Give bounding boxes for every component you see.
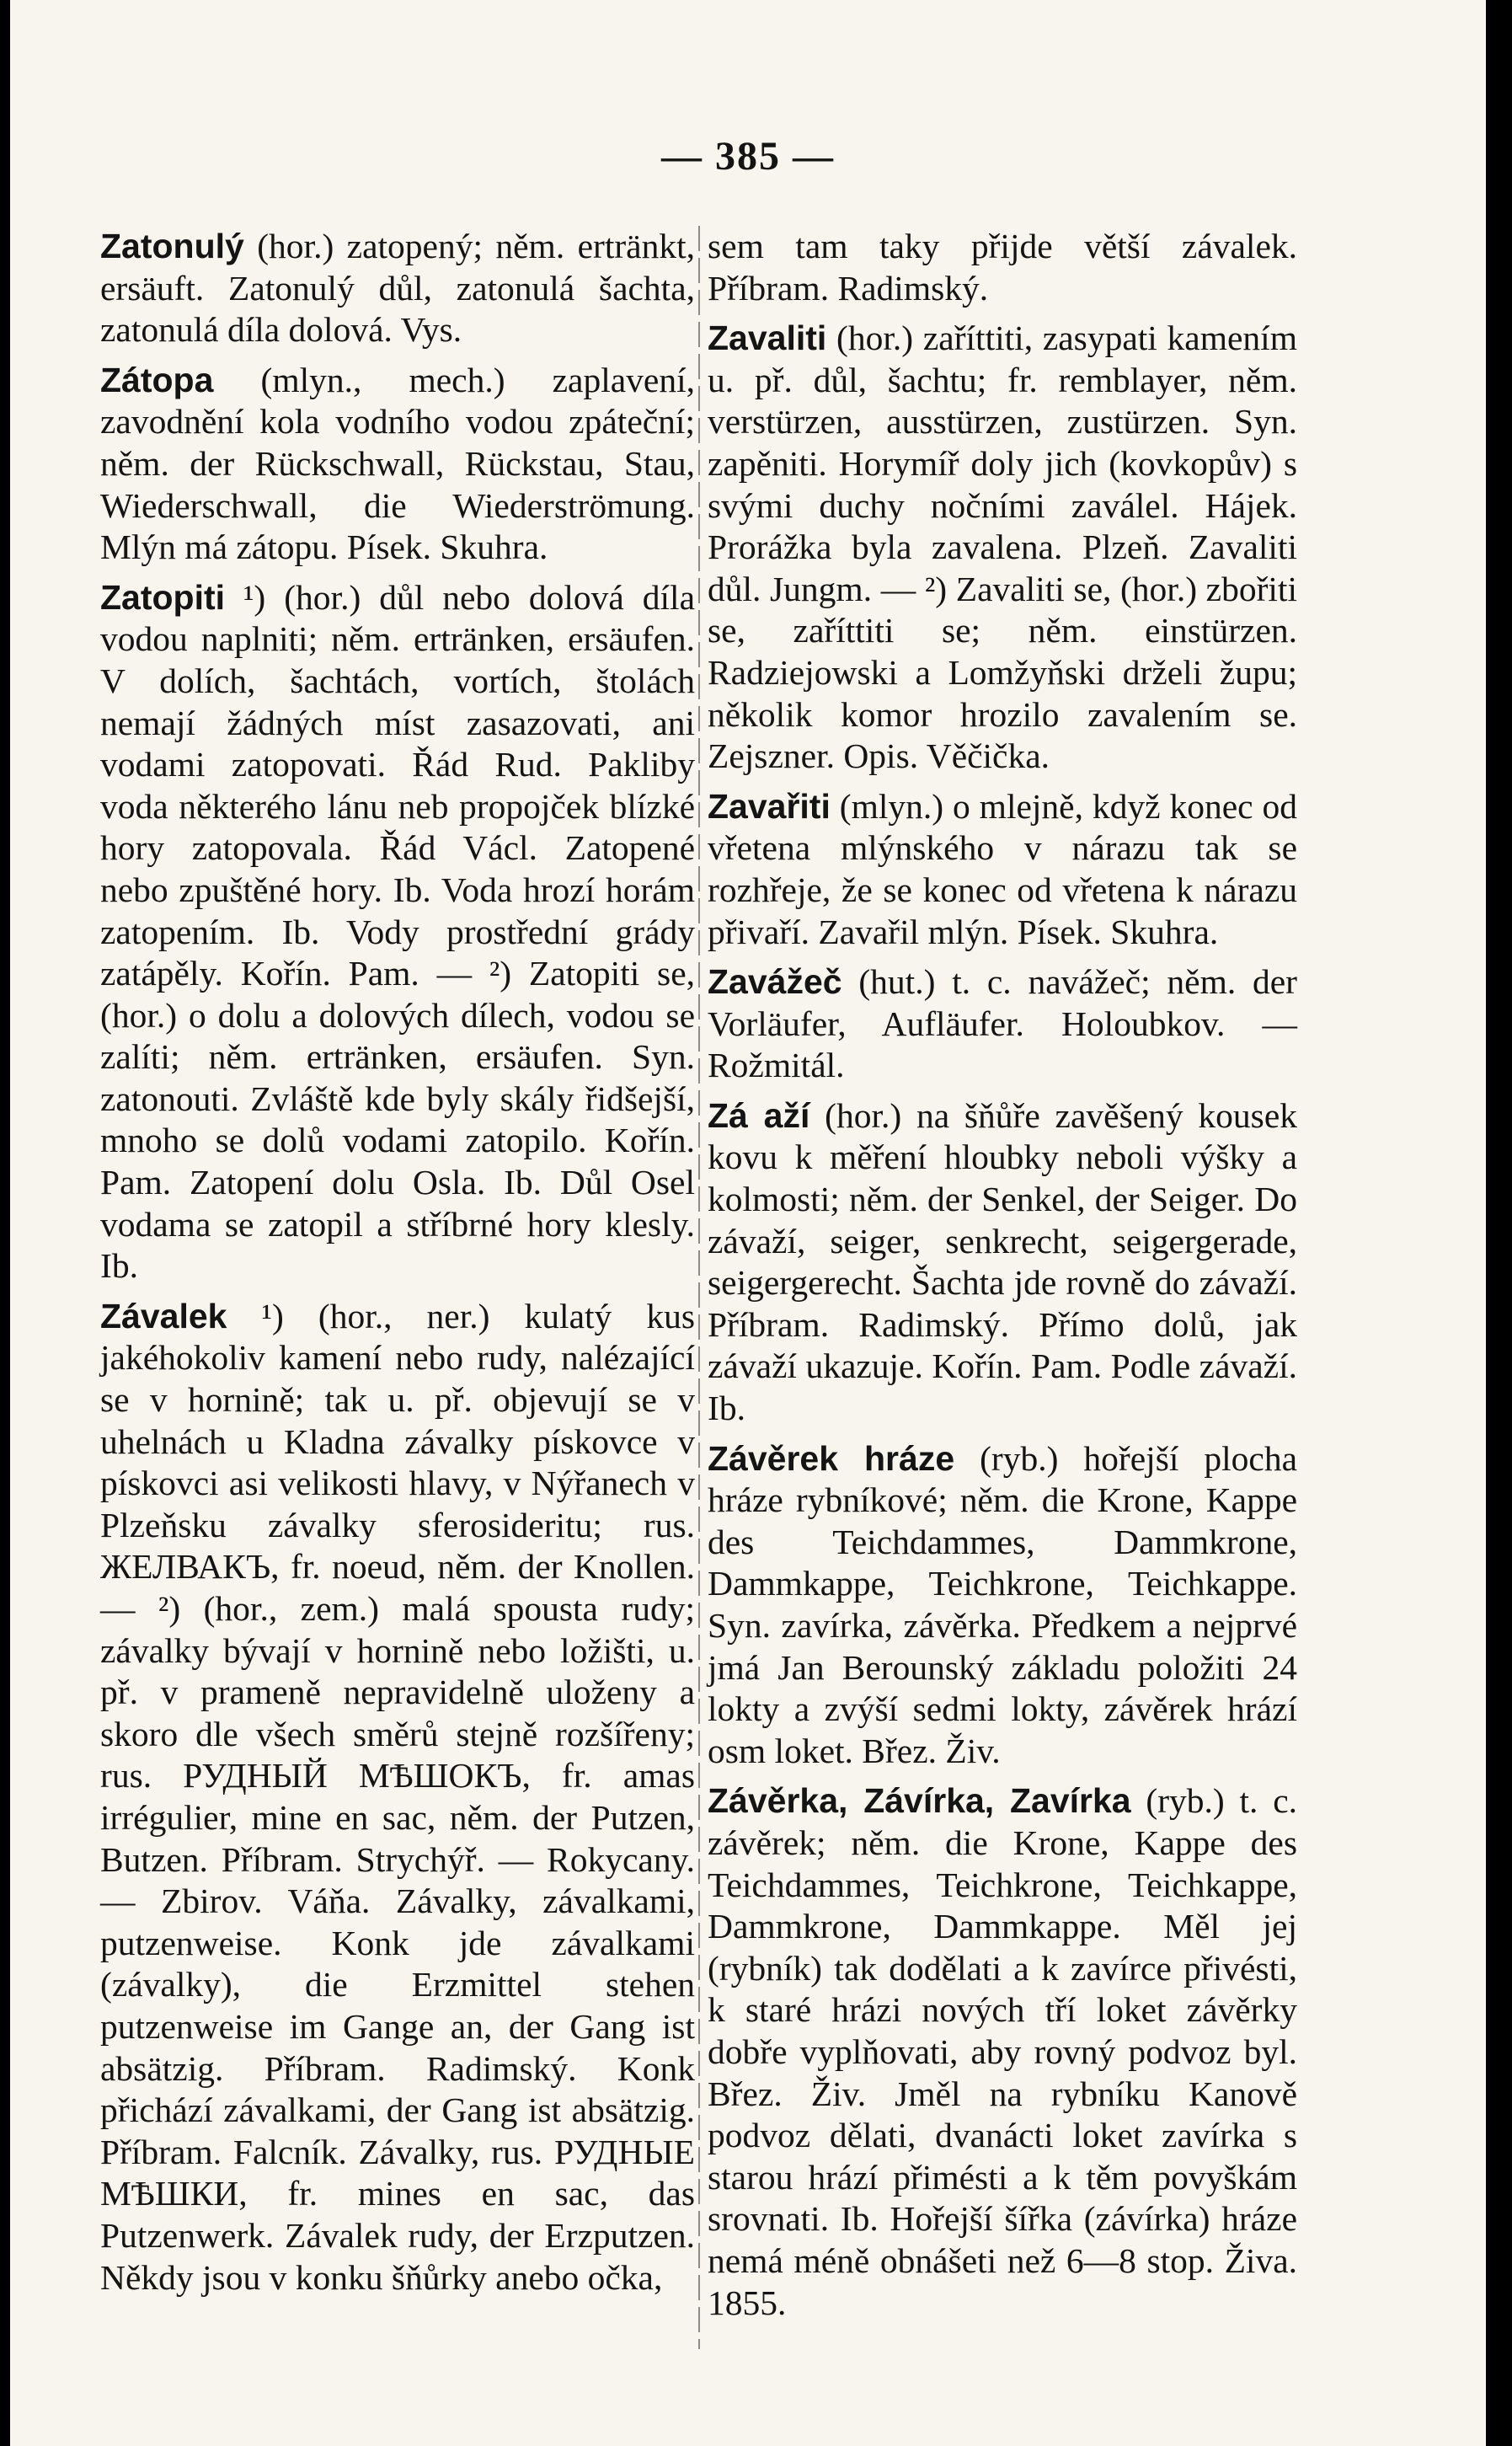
entry-headword: Závěrka, Závírka, Zavírka bbox=[708, 1781, 1131, 1821]
entry-text: (mlyn., mech.) zaplavení, zavodnění kola vodního vodou zpáteční; něm. der Rückschwall, Rückstau, Stau, Wiederschwall, die Wiederströmung. Mlýn má zátopu. Písek. Skuhra. bbox=[100, 360, 695, 567]
entry-headword: Zátopa bbox=[100, 360, 214, 399]
entry-text: (hut.) t. c. navážeč; něm. der Vorläufer, Aufläufer. Holoubkov. — Rožmitál. bbox=[708, 962, 1297, 1085]
entry-headword: Zavaliti bbox=[708, 318, 827, 358]
entry-text: ¹) (hor.) důl nebo dolová díla vodou naplniti; něm. ertränken, ersäufen. V dolích, šachtách, vortích, štolách nemají žádných míst zasazovati, ani vodami zatopovati. Řád Rud. Pakliby voda některého lánu neb propojček blízké hory zatopovala. Řád Václ. Zatopené nebo zpuštěné hory. Ib. Voda hrozí horám zatopením. Ib. Vody prostřední grády zatápěly. Kořín. Pam. — ²) Zatopiti se, (hor.) o dolu a dolových dílech, vodou se zalíti; něm. ertränken, ersäufen. Syn. zatonouti. Zvláště kde byly skály řidšejší, mnoho se dolů vodami zatopilo. Kořín. Pam. Zatopení dolu Osla. Ib. Důl Osel vodama se zatopil a stříbrné hory klesly. Ib. bbox=[100, 577, 695, 1286]
entry-text: (hor.) zatopený; něm. ertränkt, ersäuft. Zatonulý důl, zatonulá šachta, zatonulá díla dolová. Vys. bbox=[100, 227, 695, 350]
entry-text: ¹) (hor., ner.) kulatý kus jakéhokoliv kamení nebo rudy, nalézající se v hornině; tak u. př. objevují se v uhelnách u Kladna závalky pískovce v pískovci asi velikosti hlavy, v Nýřanech v Plzeňsku závalky sferosideritu; rus. ЖЕЛВАКЪ, fr. noeud, něm. der Knollen. — ²) (hor., zem.) malá spousta rudy; závalky bývají v hornině nebo ložišti, u. př. v prameně nepravidelně uloženy a skoro dle všech směrů stejně rozšířeny; rus. РУДНЫЙ МѢШОКЪ, fr. amas irrégulier, mine en sac, něm. der Putzen, Butzen. Příbram. Strychýř. — Rokycany. — Zbirov. Váňa. Závalky, závalkami, putzenweise. Konk jde závalkami (závalky), die Erzmittel stehen putzenweise im Gange an, der Gang ist absätzig. Příbram. Radimský. Konk přichází závalkami, der Gang ist absätzig. Příbram. Falcník. Závalky, rus. РУДНЫЕ МѢШКИ, fr. mines en sac, das Putzenwerk. Závalek rudy, der Erzputzen. Někdy jsou v konku šňůrky anebo očka, bbox=[100, 1296, 695, 2297]
entry-headword: Závěrek hráze bbox=[708, 1438, 955, 1478]
dictionary-entry bbox=[708, 318, 1297, 778]
dictionary-entry bbox=[708, 1780, 1297, 2324]
dictionary-entry bbox=[100, 226, 695, 351]
dictionary-entry bbox=[100, 360, 695, 569]
dictionary-entry-continued bbox=[708, 226, 1297, 309]
dictionary-entry bbox=[708, 1438, 1297, 1773]
entry-headword: Závalek bbox=[100, 1296, 227, 1335]
column-divider bbox=[698, 226, 700, 2349]
dictionary-page bbox=[10, 0, 1486, 2446]
entry-headword: Zá aží bbox=[708, 1095, 810, 1135]
scan-border bbox=[1486, 0, 1512, 2446]
entry-text: (hor.) na šňůře zavěšený kousek kovu k měření hloubky neboli výšky a kolmosti; něm. der Senkel, der Seiger. Do závaží, seiger, senkrecht, seigergerade, seigergerecht. Šachta jde rovně do závaží. Příbram. Radimský. Přímo dolů, jak závaží ukazuje. Kořín. Pam. Podle závaží. Ib. bbox=[708, 1095, 1297, 1428]
page-number: — 385 — bbox=[661, 134, 835, 179]
entry-text: (ryb.) hořejší plocha hráze rybníkové; něm. die Krone, Kappe des Teichdammes, Dammkrone, Dammkappe, Teichkrone, Teichkappe. Syn. zavírka, závěrka. Předkem a nejprvé jmá Jan Berounský základu položiti 24 lokty a zvýší sedmi lokty, závěrek hrází osm loket. Břez. Živ. bbox=[708, 1438, 1297, 1770]
entry-text: (mlyn.) o mlejně, když konec od vřetena mlýnského v nárazu tak se rozhřeje, že se konec od vřetena k nárazu přivaří. Zavařil mlýn. Písek. Skuhra. bbox=[708, 786, 1297, 951]
entry-headword: Zavážeč bbox=[708, 962, 842, 1002]
dictionary-entry bbox=[708, 1095, 1297, 1430]
dictionary-entry bbox=[708, 786, 1297, 953]
dictionary-entry bbox=[100, 1296, 695, 2299]
dictionary-entry bbox=[100, 577, 695, 1287]
dictionary-entry bbox=[708, 961, 1297, 1087]
entry-headword: Zatopiti bbox=[100, 577, 226, 617]
right-column bbox=[708, 226, 1297, 2332]
entry-headword: Zatonulý bbox=[100, 227, 244, 265]
entry-text: sem tam taky přijde větší závalek. Příbram. Radimský. bbox=[708, 227, 1297, 308]
entry-text: (ryb.) t. c. závěrek; něm. die Krone, Kappe des Teichdammes, Teichkrone, Teichkappe, Dammkrone, Dammkappe. Měl jej (rybník) tak dodělati a k zavírce přivésti, k staré hrázi nových tří loket závěrky dobře vyplňovati, aby rovný podvoz byl. Břez. Živ. Jměl na rybníku Kanově podvoz dělati, dvanácti loket zavírka s starou hrází přimésti a k těm povyškám srovnati. Ib. Hořejší šířka (závírka) hráze nemá méně obnášeti než 6—8 stop. Živa. 1855. bbox=[708, 1781, 1297, 2322]
left-column bbox=[100, 226, 695, 2307]
entry-headword: Zavařiti bbox=[708, 786, 831, 826]
entry-text: (hor.) zaříttiti, zasypati kamením u. př. důl, šachtu; fr. remblayer, něm. verstürzen, ausstürzen, zustürzen. Syn. zapěniti. Horymíř doly jich (kovkopův) s svými duchy nočními zaválel. Hájek. Prorážka byla zavalena. Plzeň. Zavaliti důl. Jungm. — ²) Zavaliti se, (hor.) zbořiti se, zaříttiti se; něm. einstürzen. Radziejowski a Lomžyňski drželi župu; několik komor hrozilo zavalením se. Zejszner. Opis. Věčička. bbox=[708, 318, 1297, 776]
